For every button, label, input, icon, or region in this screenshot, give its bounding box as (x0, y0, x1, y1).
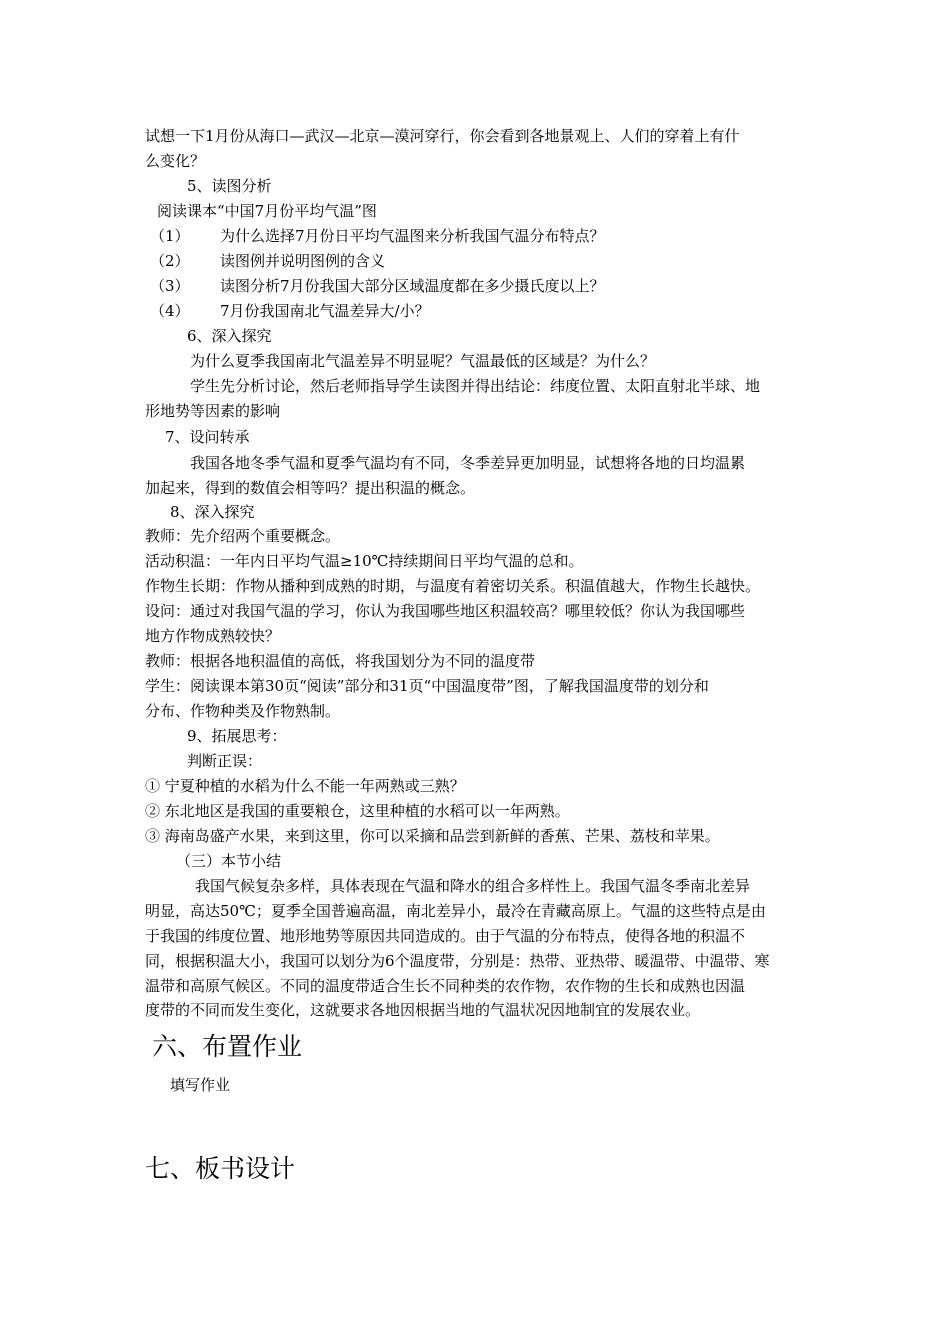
heading-homework: 六、布置作业 (152, 1032, 303, 1061)
summary-line-4: 同，根据积温大小，我国可以划分为6个温度带，分别是：热带、亚热带、暖温带、中温带、寒 (145, 952, 770, 970)
summary-line-1: 我国气候复杂多样，具体表现在气温和降水的组合多样性上。我国气温冬季南北差异 (195, 877, 751, 895)
item-number: （3） (150, 277, 190, 295)
section-6-title: 6、深入探究 (187, 327, 272, 345)
section-7-para-1: 我国各地冬季气温和夏季气温均有不同，冬季差异更加明显，试想将各地的日均温累 (190, 454, 746, 472)
section-9-item-2: ② 东北地区是我国的重要粮仓，这里种植的水稻可以一年两熟。 (145, 802, 570, 820)
section-5-item-3 (150, 274, 815, 298)
section-8-growth-period: 作物生长期：作物从播种到成熟的时期，与温度有着密切关系。积温值越大，作物生长越快。 (145, 577, 761, 595)
section-6-question: 为什么夏季我国南北气温差异不明显呢？气温最低的区域是？为什么？ (190, 352, 656, 370)
section-5-title: 5、读图分析 (187, 177, 272, 195)
section-8-active-temp: 活动积温：一年内日平均气温≥10℃持续期间日平均气温的总和。 (145, 552, 584, 570)
section-8-question-2: 地方作物成熟较快？ (145, 627, 281, 645)
item-text: 为什么选择7月份日平均气温图来分析我国气温分布特点？ (220, 227, 605, 245)
section-6-answer-2: 形地势等因素的影响 (145, 402, 281, 420)
intro-line-2: 么变化？ (145, 152, 206, 170)
item-number: （2） (150, 252, 190, 270)
section-5-item-1 (150, 224, 815, 248)
section-7-title: 7、设问转承 (165, 428, 250, 446)
summary-line-6: 度带的不同而发生变化，这就要求各地因根据当地的气温状况因地制宜的发展农业。 (145, 1001, 701, 1019)
summary-line-2: 明显，高达50℃；夏季全国普遍高温，南北差异小，最冷在青藏高原上。气温的这些特点是由 (145, 902, 766, 920)
section-5-item-4 (150, 299, 815, 323)
section-9-title: 9、拓展思考： (187, 727, 287, 745)
section-9-judge: 判断正误： (187, 752, 263, 770)
section-8-title: 8、深入探究 (170, 503, 255, 521)
section-8-teacher: 教师：先介绍两个重要概念。 (145, 527, 341, 545)
section-8-student-1: 学生：阅读课本第30页“阅读”部分和31页“中国温度带”图，了解我国温度带的划分和 (145, 677, 709, 695)
section-6-answer-1: 学生先分析讨论，然后老师指导学生读图并得出结论：纬度位置、太阳直射北半球、地 (190, 377, 761, 395)
summary-line-3: 于我国的纬度位置、地形地势等原因共同造成的。由于气温的分布特点，使得各地的积温不 (145, 927, 746, 945)
item-number: （1） (150, 227, 190, 245)
section-5-item-2 (150, 249, 815, 273)
section-9-item-1: ① 宁夏种植的水稻为什么不能一年两熟或三熟？ (145, 777, 465, 795)
item-text: 读图例并说明图例的含义 (220, 252, 386, 270)
section-9-item-3: ③ 海南岛盛产水果，来到这里，你可以采摘和品尝到新鲜的香蕉、芒果、荔枝和苹果。 (145, 827, 720, 845)
summary-line-5: 温带和高原气候区。不同的温度带适合生长不同种类的农作物，农作物的生长和成熟也因温 (145, 977, 746, 995)
item-text: 读图分析7月份我国大部分区域温度都在多少摄氏度以上？ (220, 277, 605, 295)
heading-board-design: 七、板书设计 (145, 1154, 296, 1183)
homework-body: 填写作业 (170, 1076, 231, 1094)
section-5-read: 阅读课本“中国7月份平均气温”图 (157, 202, 377, 220)
section-8-teacher-2: 教师：根据各地积温值的高低，将我国划分为不同的温度带 (145, 652, 536, 670)
section-8-question-1: 设问：通过对我国气温的学习，你认为我国哪些地区积温较高？哪里较低？你认为我国哪些 (145, 602, 746, 620)
section-8-student-2: 分布、作物种类及作物熟制。 (145, 702, 341, 720)
intro-line-1: 试想一下1月份从海口—武汉—北京—漠河穿行，你会看到各地景观上、人们的穿着上有什 (145, 127, 740, 145)
item-number: （4） (150, 302, 190, 320)
item-text: 7月份我国南北气温差异大/小？ (220, 302, 430, 320)
section-7-para-2: 加起来，得到的数值会相等吗？提出积温的概念。 (145, 479, 476, 497)
summary-title: （三）本节小结 (176, 852, 282, 870)
